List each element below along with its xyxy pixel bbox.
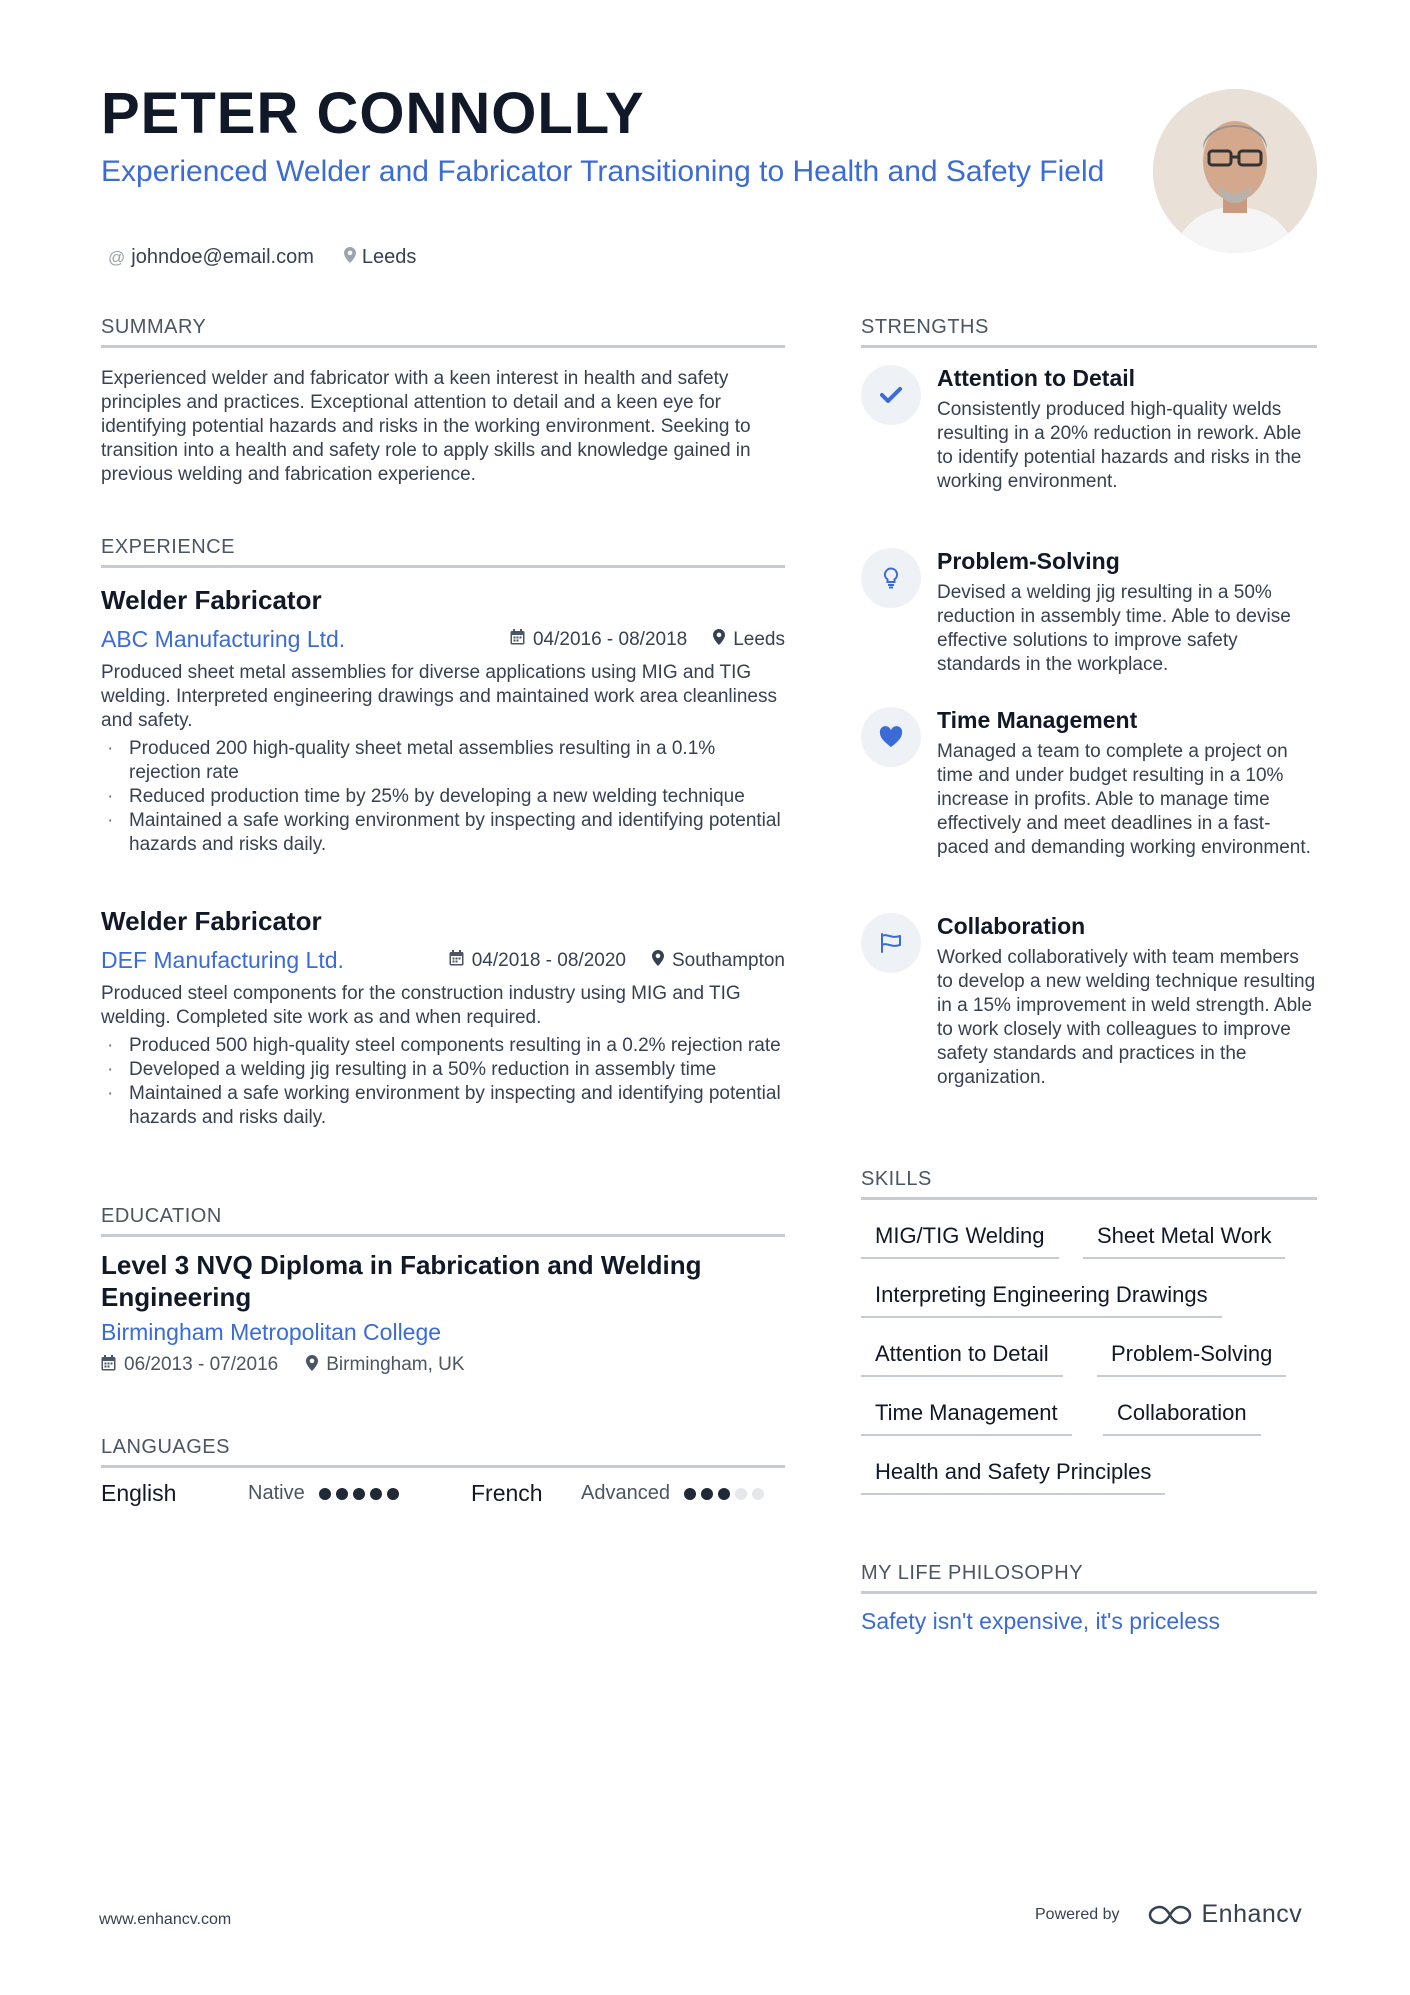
email-text: johndoe@email.com — [131, 246, 314, 268]
job-bullet: · Maintained a safe working environment by inspecting and identifying potential hazards and risks daily. — [101, 809, 785, 857]
job-dates-text: 04/2018 - 08/2020 — [471, 949, 626, 971]
avatar — [1153, 89, 1317, 253]
footer-branding — [1035, 1900, 1302, 1929]
job-bullets — [101, 737, 785, 857]
company-name[interactable]: ABC Manufacturing Ltd. — [101, 626, 346, 652]
enhancv-logo-icon — [1146, 1902, 1194, 1928]
calendar-icon — [449, 950, 464, 971]
rating-dot — [353, 1488, 365, 1500]
candidate-name: PETER CONNOLLY — [101, 81, 645, 146]
strength-description: Managed a team to complete a project on time and under budget resulting in a 10% increase in profits. Able to manage time effectively and meet deadlines in a fast-paced and demanding working environment. — [937, 741, 1311, 858]
job-role: Welder Fabricator — [101, 585, 322, 615]
job-dates — [510, 629, 687, 651]
job-bullet: · Produced 500 high-quality steel components resulting in a 0.2% rejection rate — [101, 1034, 785, 1058]
footer-website[interactable]: www.enhancv.com — [99, 1911, 232, 1928]
job-meta — [101, 626, 785, 653]
language-level: Native — [248, 1482, 305, 1504]
language-item — [471, 1480, 764, 1507]
location-contact — [344, 246, 417, 269]
strengths-heading: STRENGTHS — [861, 316, 1317, 348]
rating-dot — [684, 1488, 696, 1500]
brand-logo[interactable] — [1146, 1900, 1303, 1929]
skill-tag: Collaboration — [1103, 1400, 1261, 1436]
skill-tag: MIG/TIG Welding — [861, 1223, 1059, 1259]
powered-by-label: Powered by — [1035, 1905, 1120, 1923]
philosophy-quote: Safety isn't expensive, it's priceless — [861, 1608, 1221, 1634]
job-dates-text: 04/2016 - 08/2018 — [532, 628, 688, 650]
location-text: Leeds — [361, 246, 417, 268]
languages-heading: LANGUAGES — [101, 1436, 785, 1468]
philosophy-heading: MY LIFE PHILOSOPHY — [861, 1562, 1317, 1594]
education-heading: EDUCATION — [101, 1205, 785, 1237]
location-pin-icon — [713, 629, 725, 650]
strength-description: Consistently produced high-quality welds resulting in a 20% reduction in rework. Able to identify potential hazards and risks in the working environment. — [937, 399, 1302, 492]
skill-tag: Sheet Metal Work — [1083, 1223, 1285, 1259]
contact-info — [108, 246, 416, 269]
skill-tag: Attention to Detail — [861, 1341, 1063, 1377]
candidate-title: Experienced Welder and Fabricator Transitioning to Health and Safety Field — [101, 155, 1105, 188]
education-location — [306, 1354, 464, 1376]
language-rating — [684, 1488, 764, 1500]
job-bullet: · Developed a welding jig resulting in a 50% reduction in assembly time — [101, 1058, 785, 1082]
language-item — [101, 1480, 471, 1507]
language-level: Advanced — [581, 1482, 670, 1504]
location-pin-icon — [344, 247, 356, 268]
language-name: French — [471, 1480, 543, 1506]
strength-title: Attention to Detail — [937, 365, 1136, 391]
job-meta — [101, 947, 785, 974]
summary-text: Experienced welder and fabricator with a keen interest in health and safety principles and practices. Exceptional attention to detail and a keen eye for identifying potential hazards and risks in the working environment. Seeking to transition into a health and safety role to apply skills and knowledge gained in previous welding and fabrication experience. — [101, 368, 751, 485]
experience-entry — [101, 906, 785, 1130]
job-description: Produced steel components for the construction industry using MIG and TIG welding. Completed site work as and when required. — [101, 983, 741, 1028]
lightbulb-icon — [861, 548, 921, 608]
degree: Level 3 NVQ Diploma in Fabrication and Welding Engineering — [101, 1250, 702, 1312]
experience-entry — [101, 585, 785, 857]
skill-tag: Time Management — [861, 1400, 1072, 1436]
skill-tag: Problem-Solving — [1097, 1341, 1286, 1377]
company-name[interactable]: DEF Manufacturing Ltd. — [101, 947, 344, 973]
at-icon: @ — [108, 247, 126, 267]
rating-dot — [735, 1488, 747, 1500]
skill-tag: Interpreting Engineering Drawings — [861, 1282, 1222, 1318]
language-rating — [319, 1488, 399, 1500]
rating-dot — [336, 1488, 348, 1500]
job-location-text: Leeds — [733, 628, 785, 650]
job-description: Produced sheet metal assemblies for diverse applications using MIG and TIG welding. Interpreted engineering drawings and maintained work area cleanliness and safety. — [101, 662, 777, 731]
job-role: Welder Fabricator — [101, 906, 322, 936]
location-pin-icon — [306, 1355, 318, 1376]
strength-title: Time Management — [937, 707, 1138, 733]
rating-dot — [701, 1488, 713, 1500]
experience-heading: EXPERIENCE — [101, 536, 785, 568]
job-bullet: · Produced 200 high-quality sheet metal assemblies resulting in a 0.1% rejection rate — [101, 737, 785, 785]
calendar-icon — [101, 1355, 116, 1376]
job-bullets — [101, 1034, 785, 1130]
job-location — [652, 950, 785, 972]
rating-dot — [752, 1488, 764, 1500]
skill-tag: Health and Safety Principles — [861, 1459, 1165, 1495]
calendar-icon — [510, 629, 525, 650]
education-dates-text: 06/2013 - 07/2016 — [124, 1354, 279, 1375]
job-bullet: · Maintained a safe working environment by inspecting and identifying potential hazards and risks daily. — [101, 1082, 785, 1130]
job-location-text: Southampton — [671, 949, 785, 971]
education-dates — [101, 1354, 278, 1376]
skills-heading: SKILLS — [861, 1168, 1317, 1200]
rating-dot — [319, 1488, 331, 1500]
strength-title: Problem-Solving — [937, 548, 1120, 574]
school-name[interactable]: Birmingham Metropolitan College — [101, 1319, 442, 1345]
strength-description: Devised a welding jig resulting in a 50% reduction in assembly time. Able to devise effective solutions to improve safety standards in the workplace. — [937, 582, 1291, 675]
job-bullet: · Reduced production time by 25% by developing a new welding technique — [101, 785, 785, 809]
rating-dot — [718, 1488, 730, 1500]
education-location-text: Birmingham, UK — [326, 1354, 465, 1375]
flag-icon — [861, 913, 921, 973]
strength-description: Worked collaboratively with team members to develop a new welding technique resulting in a 15% improvement in weld strength. Able to work closely with colleagues to improve safety standards and practices in the organization. — [937, 947, 1316, 1088]
checkmark-icon — [861, 365, 921, 425]
strength-title: Collaboration — [937, 913, 1086, 939]
rating-dot — [370, 1488, 382, 1500]
languages-list — [101, 1480, 785, 1507]
rating-dot — [387, 1488, 399, 1500]
education-entry — [101, 1249, 785, 1376]
language-name: English — [101, 1480, 177, 1506]
summary-heading: SUMMARY — [101, 316, 785, 348]
job-location — [713, 629, 785, 651]
heart-icon — [861, 707, 921, 767]
brand-name: Enhancv — [1201, 1900, 1303, 1928]
job-dates — [449, 950, 626, 972]
location-pin-icon — [652, 950, 664, 971]
email-contact[interactable] — [108, 246, 314, 269]
